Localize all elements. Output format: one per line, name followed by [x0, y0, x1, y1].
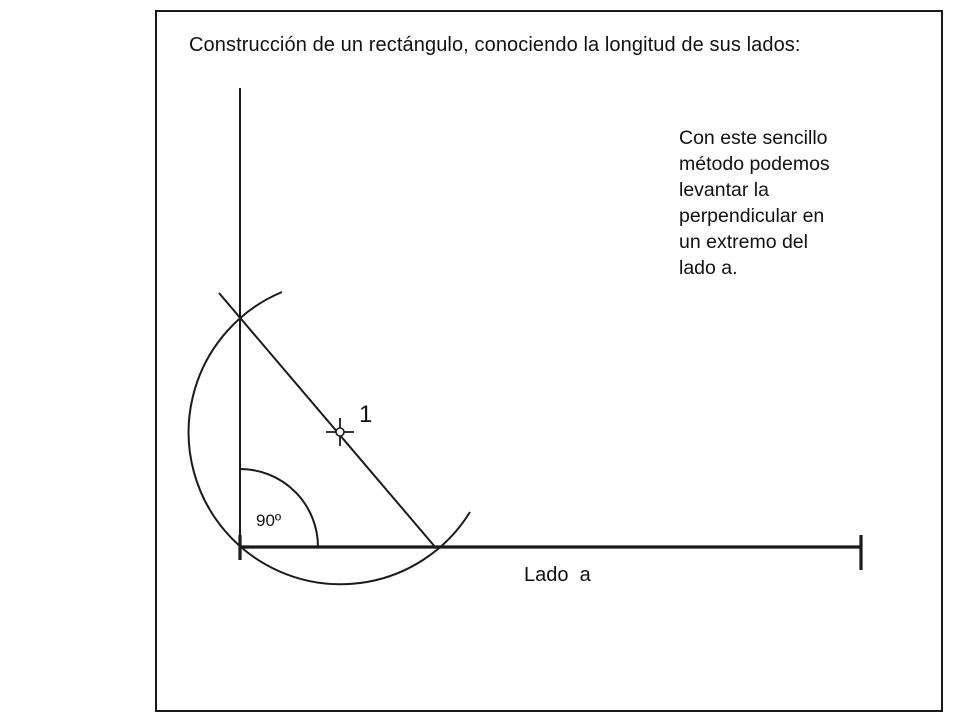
diameter-line: [219, 293, 436, 548]
side-a-label: Lado a: [524, 564, 591, 586]
right-angle-arc: [240, 469, 318, 547]
note-line: perpendicular en: [679, 205, 825, 227]
note-line: un extremo del: [679, 231, 808, 253]
page-title: Construcción de un rectángulo, conociendo la longitud de sus lados:: [189, 34, 801, 56]
note-line: levantar la: [679, 179, 769, 201]
construction-arc: [189, 292, 470, 584]
center-point-label: 1: [359, 401, 373, 428]
note-line: Con este sencillo: [679, 127, 828, 149]
angle-label: 90º: [256, 511, 282, 530]
note-line: lado a.: [679, 257, 738, 279]
note-line: método podemos: [679, 153, 830, 175]
